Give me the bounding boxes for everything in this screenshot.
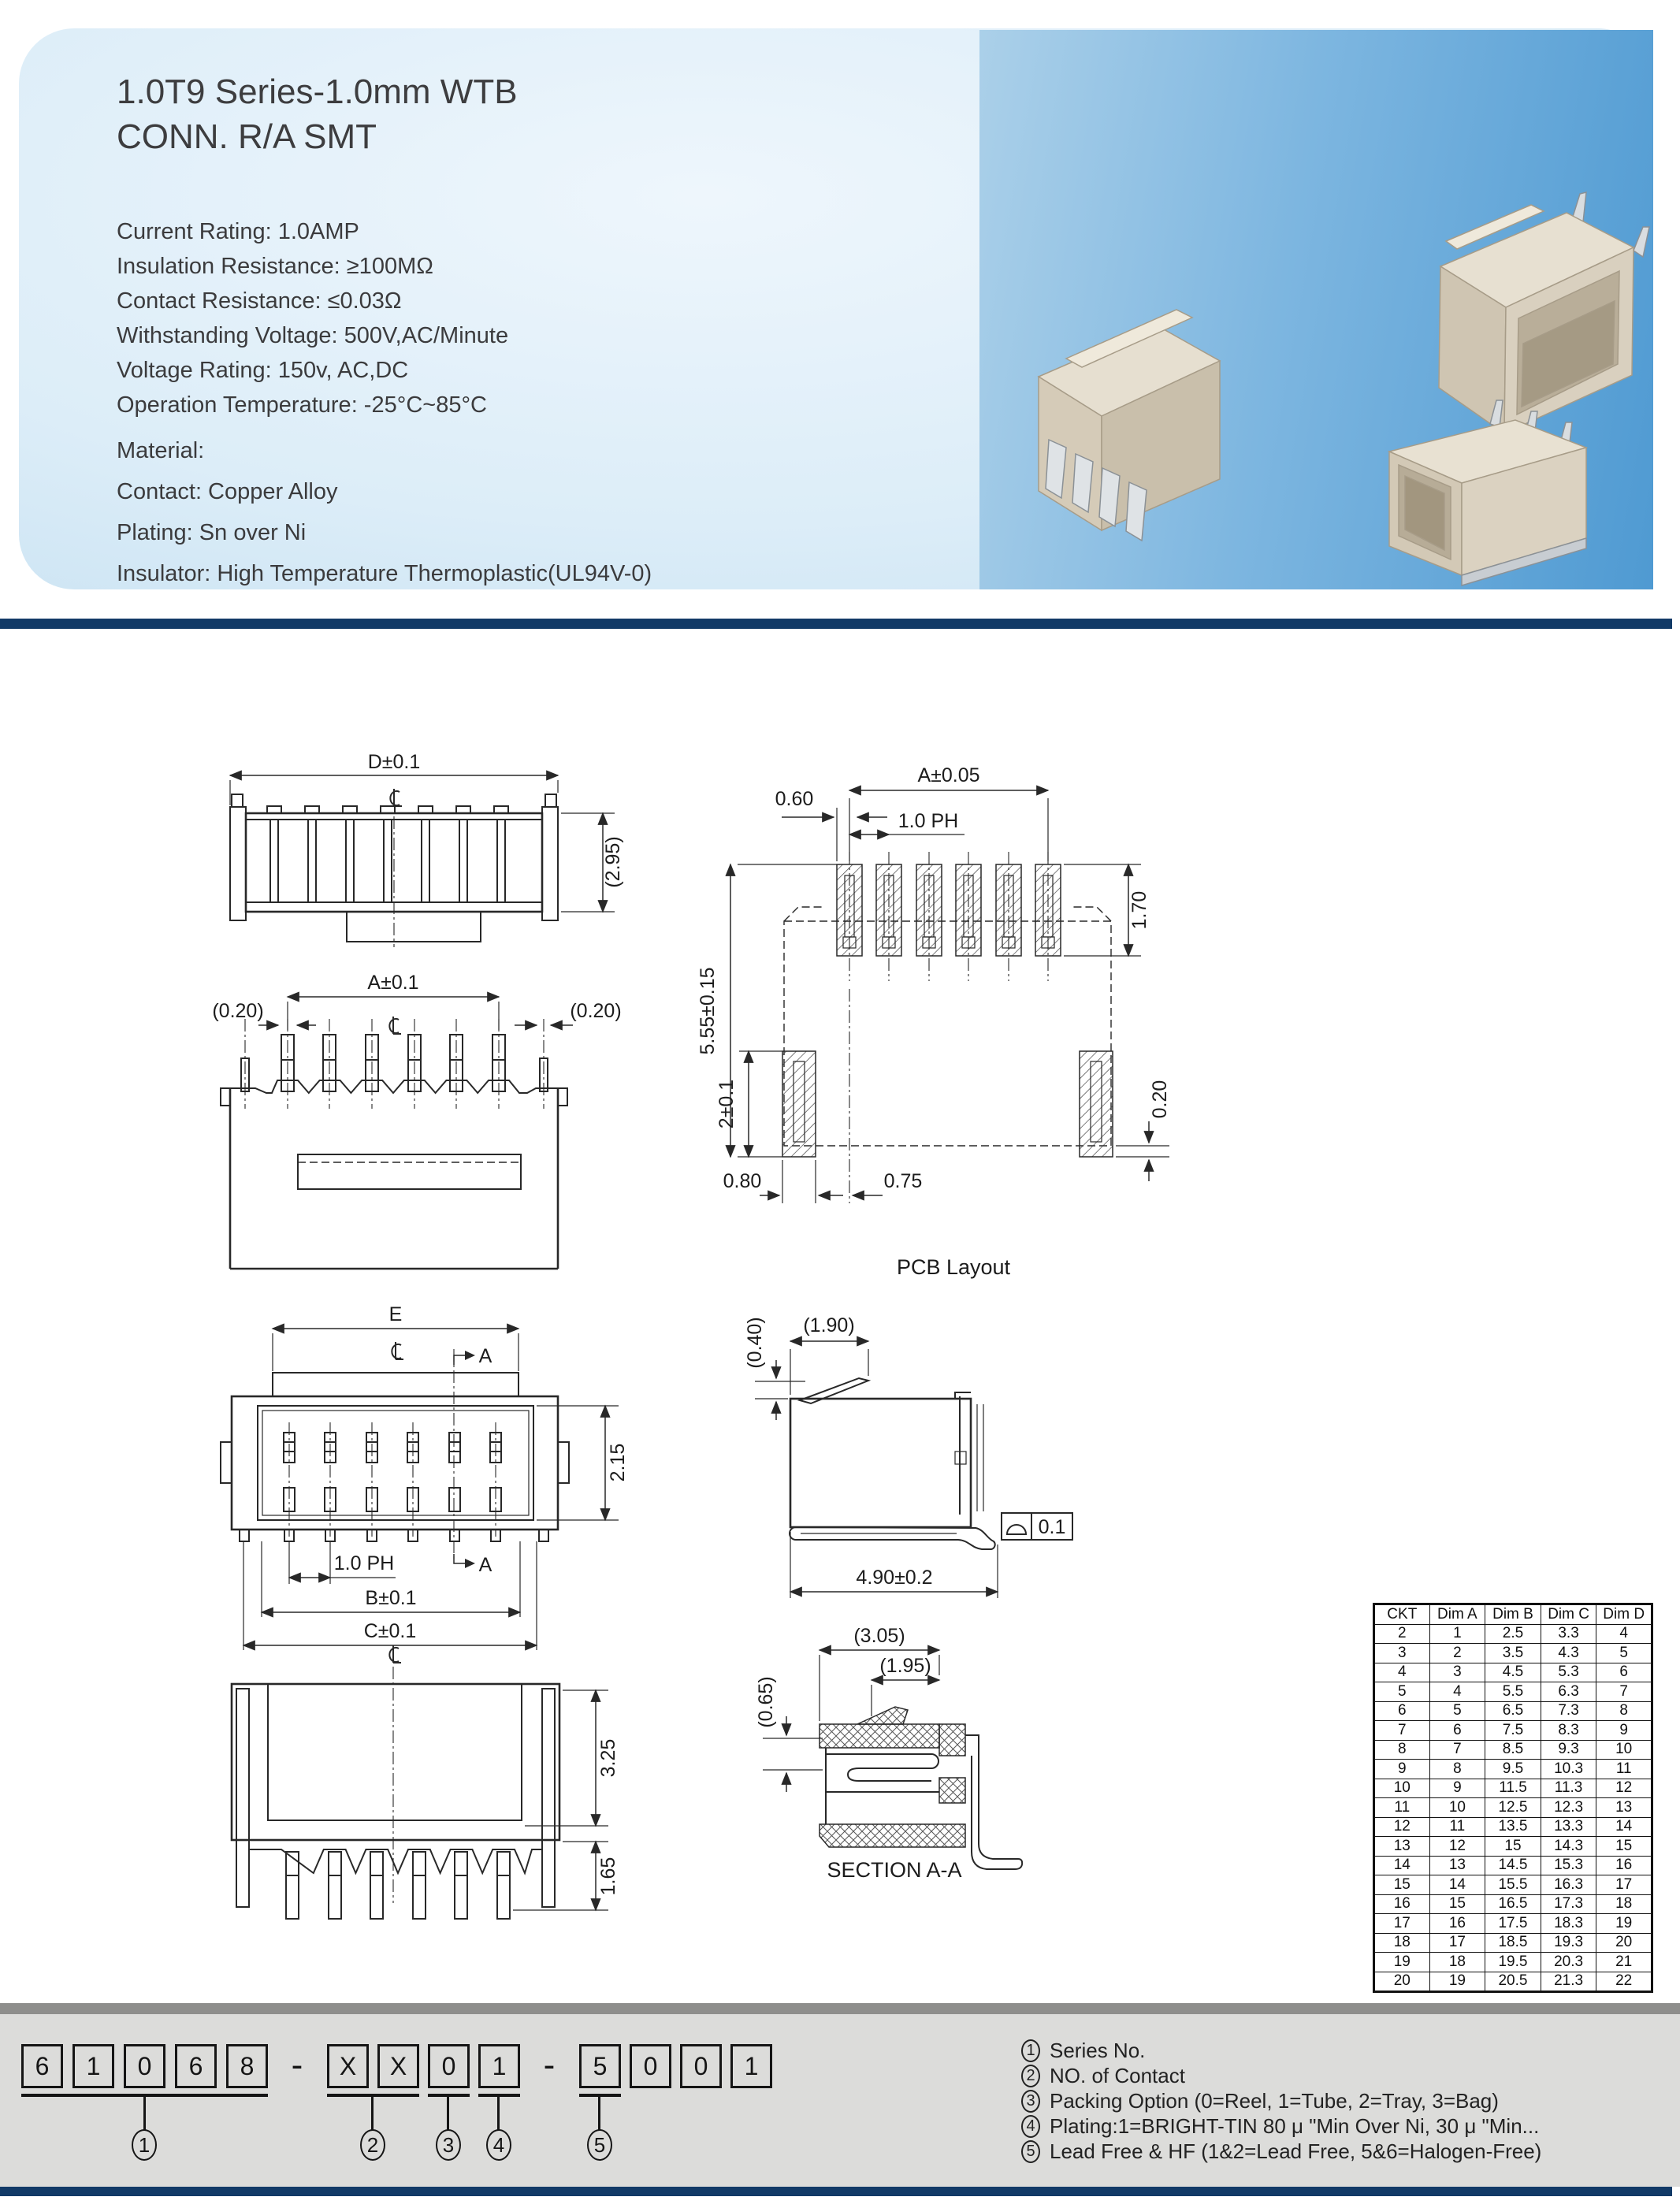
footer-bottom-bar — [0, 2187, 1672, 2196]
pn-callout-3: 3 — [436, 2129, 461, 2161]
pn-callout-2: 2 — [360, 2129, 385, 2161]
dim-label-040: (0.40) — [744, 1317, 766, 1369]
pn-digit-box: 1 — [478, 2044, 520, 2088]
drawing-pin-view — [189, 973, 693, 1288]
section-arrow-icon — [454, 1554, 492, 1576]
pcb-layout-caption: PCB Layout — [896, 1255, 1011, 1279]
spec-line: Contact Resistance: ≤0.03Ω — [117, 288, 402, 314]
pcb-pads — [837, 852, 1061, 981]
table-row: 5 4 5.5 6.3 7 — [1374, 1682, 1652, 1702]
pn-digit-box: 8 — [226, 2044, 268, 2088]
pn-tick — [371, 2097, 374, 2130]
drawing-top-view — [189, 1300, 709, 1667]
table-row: 11 10 12.5 12.3 13 — [1374, 1798, 1652, 1818]
table-row: 9 8 9.5 10.3 11 — [1374, 1760, 1652, 1779]
pn-group-2 — [327, 2044, 520, 2088]
dim-label-080: 0.80 — [723, 1170, 762, 1192]
side-view-body — [790, 1378, 995, 1549]
pn-digit-box: 0 — [630, 2044, 671, 2088]
dim-label-020: 0.20 — [1149, 1080, 1171, 1119]
legend-num-circle: 3 — [1021, 2090, 1040, 2113]
material-line: Contact: Copper Alloy — [117, 479, 338, 504]
material-line: Plating: Sn over Ni — [117, 520, 307, 545]
pn-group-1 — [21, 2044, 268, 2088]
table-row: 10 9 11.5 11.3 12 — [1374, 1779, 1652, 1798]
dim-label-305: (3.05) — [853, 1625, 905, 1647]
pn-digit-box: 6 — [21, 2044, 63, 2088]
dim-label-depth: 4.90±0.2 — [856, 1567, 933, 1589]
material-list — [117, 430, 652, 594]
pn-legend — [1021, 2038, 1541, 2164]
table-row: 17 16 17.5 18.3 19 — [1374, 1914, 1652, 1934]
centerline-icon — [389, 1645, 401, 1663]
legend-num-circle: 4 — [1021, 2115, 1040, 2138]
connector-left — [1039, 310, 1220, 541]
legend-text: Lead Free & HF (1&2=Lead Free, 5&6=Halogen-Free) — [1050, 2139, 1542, 2163]
drawing-section-view — [741, 1623, 1103, 1978]
spec-line: Insulation Resistance: ≥100MΩ — [117, 254, 433, 279]
pn-digit-box: 0 — [428, 2044, 470, 2088]
spec-line: Voltage Rating: 150v, AC,DC — [117, 358, 409, 383]
legend-num-circle: 1 — [1021, 2039, 1040, 2062]
dim-label-215: 2.15 — [607, 1443, 629, 1482]
dim-label-a005: A±0.05 — [917, 764, 980, 786]
material-line: Material: — [117, 438, 205, 463]
drawing-side-view — [733, 1277, 1103, 1615]
drawing-front-view — [189, 750, 630, 994]
spec-list — [117, 214, 508, 422]
connector-photo-illustration — [979, 30, 1653, 589]
page-title — [117, 69, 518, 159]
ckt-table-body — [1374, 1624, 1652, 1992]
connector-bottom-right — [1389, 400, 1586, 585]
section-label-top: A — [478, 1345, 492, 1367]
table-row: 13 12 15 14.3 15 — [1374, 1837, 1652, 1857]
table-row: 2 1 2.5 3.3 4 — [1374, 1624, 1652, 1644]
pcb-bottom-pads — [782, 1051, 1113, 1157]
section-arrow-icon — [454, 1345, 492, 1367]
title-line1: 1.0T9 Series-1.0mm WTB — [117, 72, 518, 111]
drawing-rear-view — [205, 1643, 646, 1966]
legend-text: NO. of Contact — [1050, 2063, 1185, 2087]
pn-tick — [598, 2097, 600, 2130]
dim-label-075: 0.75 — [883, 1170, 923, 1192]
dim-label-195: (1.95) — [879, 1655, 931, 1677]
pn-digit-box: X — [377, 2044, 419, 2088]
dim-label-555: 5.55±0.15 — [697, 967, 719, 1055]
table-row: 18 17 18.5 19.3 20 — [1374, 1933, 1652, 1953]
pn-group-3 — [579, 2044, 772, 2088]
title-line2: CONN. R/A SMT — [117, 117, 377, 156]
table-row: 3 2 3.5 4.3 5 — [1374, 1644, 1652, 1663]
table-row: 20 19 20.5 21.3 22 — [1374, 1972, 1652, 1992]
dim-label-b: B±0.1 — [365, 1587, 417, 1609]
table-row: 12 11 13.5 13.3 14 — [1374, 1817, 1652, 1837]
dim-label-pitch: 1.0 PH — [333, 1552, 395, 1574]
pn-digit-box: 0 — [124, 2044, 165, 2088]
pn-tick — [143, 2097, 146, 2130]
dim-label-020-right: (0.20) — [570, 1000, 622, 1022]
centerline-icon — [392, 1342, 403, 1359]
front-view-body — [230, 794, 558, 947]
legend-item — [1021, 2088, 1541, 2113]
pn-digit-box: 1 — [730, 2044, 772, 2088]
table-row: 19 18 19.5 20.3 21 — [1374, 1953, 1652, 1972]
product-photo — [979, 30, 1653, 589]
dim-label-height: (2.95) — [602, 836, 624, 888]
spec-line: Withstanding Voltage: 500V,AC/Minute — [117, 323, 509, 348]
drawing-pcb-layout — [693, 753, 1214, 1284]
pn-digit-box: 6 — [175, 2044, 217, 2088]
table-row: 8 7 8.5 9.3 10 — [1374, 1740, 1652, 1760]
table-row: 16 15 16.5 17.3 18 — [1374, 1894, 1652, 1914]
table-row: 7 6 7.5 8.3 9 — [1374, 1721, 1652, 1741]
dim-label-width: D±0.1 — [367, 751, 421, 773]
dim-label-060: 0.60 — [775, 788, 814, 810]
footer-top-strip — [0, 2003, 1680, 2014]
dim-label-2: 2±0.1 — [715, 1079, 738, 1129]
pn-callout-4: 4 — [486, 2129, 511, 2161]
ckt-table-head-row: CKT Dim A Dim B Dim C Dim D — [1374, 1604, 1652, 1625]
dim-label-190: (1.90) — [803, 1314, 855, 1336]
dim-label-020-left: (0.20) — [212, 1000, 264, 1022]
flatness-frame — [1002, 1513, 1072, 1540]
table-row: 15 14 15.5 16.3 17 — [1374, 1875, 1652, 1895]
legend-item — [1021, 2038, 1541, 2063]
dim-label-165: 1.65 — [597, 1857, 619, 1896]
dim-label-170: 1.70 — [1128, 890, 1150, 930]
rear-view-body — [232, 1684, 559, 1919]
section-label-bottom: A — [478, 1554, 492, 1576]
pn-callout-1: 1 — [132, 2129, 157, 2161]
legend-item — [1021, 2063, 1541, 2088]
dim-label-065: (0.65) — [755, 1676, 777, 1728]
pcb-component-outline — [784, 907, 1111, 1146]
header-divider-bar — [0, 619, 1672, 629]
connector-top-right — [1439, 192, 1649, 433]
dim-label-flatness: 0.1 — [1038, 1516, 1066, 1538]
section-body — [820, 1707, 1022, 1869]
pn-callout-5: 5 — [587, 2129, 612, 2161]
legend-item — [1021, 2139, 1541, 2164]
legend-text: Plating:1=BRIGHT-TIN 80 μ "Min Over Ni, 30 μ "Min... — [1050, 2113, 1540, 2138]
centerline-icon — [389, 1017, 401, 1034]
table-row: 14 13 14.5 15.3 16 — [1374, 1856, 1652, 1875]
legend-num-circle: 5 — [1021, 2140, 1040, 2163]
table-row: 4 3 4.5 5.3 6 — [1374, 1663, 1652, 1682]
dim-label-e: E — [388, 1303, 403, 1325]
flatness-icon — [1007, 1525, 1026, 1534]
centerline-icon — [390, 789, 402, 806]
legend-text: Series No. — [1050, 2038, 1146, 2062]
section-caption: SECTION A-A — [827, 1858, 962, 1882]
legend-num-circle: 2 — [1021, 2065, 1040, 2087]
pn-digit-box: 0 — [680, 2044, 722, 2088]
pin-view-body — [221, 1019, 567, 1269]
table-row: 6 5 6.5 7.3 8 — [1374, 1701, 1652, 1721]
pn-digit-box: 5 — [579, 2044, 621, 2088]
dim-label-pitch: 1.0 PH — [898, 810, 959, 832]
pn-separator: - — [543, 2046, 556, 2084]
spec-line: Operation Temperature: -25°C~85°C — [117, 392, 487, 418]
pn-separator: - — [291, 2046, 303, 2084]
legend-text: Packing Option (0=Reel, 1=Tube, 2=Tray, 3=Bag) — [1050, 2088, 1499, 2113]
top-view-body — [221, 1373, 569, 1541]
pn-digit-box: X — [327, 2044, 369, 2088]
legend-item — [1021, 2113, 1541, 2139]
ckt-dimension-table — [1373, 1603, 1653, 1993]
pn-tick — [497, 2097, 500, 2130]
dim-label-325: 3.25 — [597, 1738, 619, 1778]
material-line: Insulator: High Temperature Thermoplastic(UL94V-0) — [117, 561, 652, 586]
spec-line: Current Rating: 1.0AMP — [117, 219, 359, 244]
dim-label-c: C±0.1 — [363, 1620, 417, 1642]
pn-tick — [447, 2097, 449, 2130]
pn-digit-box: 1 — [72, 2044, 114, 2088]
dim-label-a: A±0.1 — [367, 973, 419, 994]
